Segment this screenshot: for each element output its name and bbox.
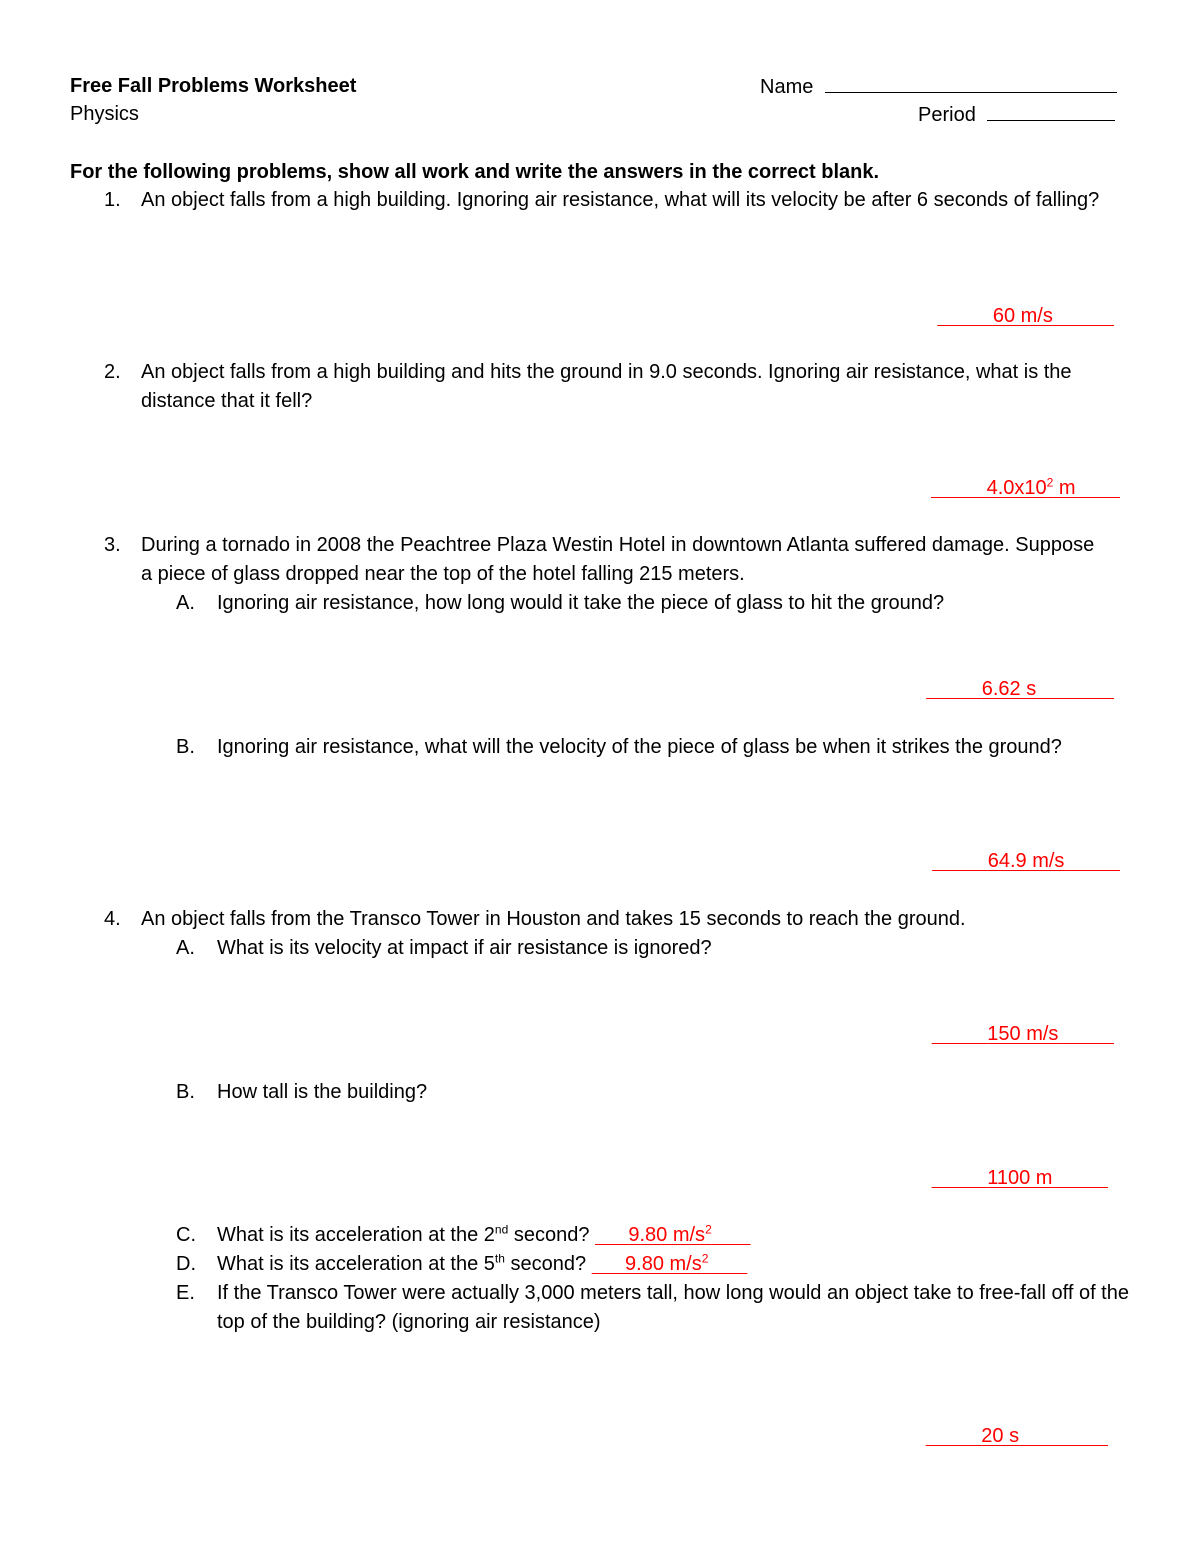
answer-blank[interactable]: 9.80 $m/s^2$ (625, 1251, 709, 1275)
period-row (918, 102, 1115, 127)
part-text: Ignoring air resistance, how long would it take the piece of glass to hit the ground? (217, 592, 945, 614)
question-text: During a tornado in 2008 the Peachtree Plaza Westin Hotel in downtown Atlanta suffered damage. Suppose a piece of glass dropped near the top of the hotel falling 215 meters. (141, 534, 1095, 585)
instructions: For the following problems, show all work and write the answers in the correct blank. (70, 161, 880, 183)
part-letter: E. (176, 1282, 195, 1304)
question-number: 4. (104, 908, 121, 930)
question-text: An object falls from the Transco Tower in Houston and takes 15 seconds to reach the ground. (141, 908, 966, 930)
question-text: An object falls from a high building and hits the ground in 9.0 seconds. Ignoring air resistance, what is the distance that it fell? (141, 361, 1072, 412)
subject-label: Physics (70, 103, 139, 125)
part-text: What is its velocity at impact if air resistance is ignored? (217, 937, 712, 959)
part-letter: A. (176, 937, 195, 959)
name-row (760, 74, 1117, 99)
answer-value: 64.9 m/s (987, 850, 1065, 872)
part-text: What is its acceleration at the 2nd second? 9.80 $m/s^2$ (217, 1223, 751, 1247)
question-number: 1. (104, 189, 121, 211)
answer-value: 6.62 s (981, 678, 1037, 700)
answer-value: 60 m/s (992, 305, 1053, 327)
part-text: If the Transco Tower were actually 3,000 meters tall, how long would an object take to free-fall off of the top of the building? (ignoring air resistance) (217, 1282, 1129, 1333)
part-text: What is its acceleration at the 5th second? 9.80 $m/s^2$ (217, 1252, 747, 1276)
part-letter: B. (176, 1081, 195, 1103)
name-label: Name (760, 76, 814, 98)
answer-value: 20 s (981, 1425, 1020, 1447)
answer-blank[interactable] (932, 1022, 1114, 1046)
answer-blank[interactable] (931, 476, 1120, 500)
answer-blank[interactable] (932, 849, 1120, 873)
question-text: An object falls from a high building. Ignoring air resistance, what will its velocity be after 6 seconds of falling? (141, 189, 1100, 211)
part-letter: D. (176, 1253, 196, 1275)
period-label: Period (918, 104, 976, 126)
answer-blank[interactable]: 9.80 $m/s^2$ (628, 1222, 712, 1246)
question-number: 3. (104, 534, 121, 556)
answer-blank[interactable] (932, 1166, 1108, 1190)
period-blank[interactable] (987, 102, 1115, 121)
part-letter: A. (176, 592, 195, 614)
answer-value: 1100 m (987, 1167, 1053, 1189)
worksheet-title: Free Fall Problems Worksheet (70, 75, 357, 97)
question-number: 2. (104, 361, 121, 383)
part-letter: C. (176, 1224, 196, 1246)
answer-blank[interactable] (926, 677, 1114, 701)
answer-value: $4.0x10^2$ m (986, 475, 1076, 499)
part-text: How tall is the building? (217, 1081, 428, 1103)
name-blank[interactable] (825, 74, 1117, 93)
answer-blank[interactable] (937, 304, 1114, 328)
part-letter: B. (176, 736, 195, 758)
answer-value: 150 m/s (987, 1023, 1059, 1045)
part-text: Ignoring air resistance, what will the velocity of the piece of glass be when it strikes the ground? (217, 736, 1062, 758)
answer-blank[interactable] (926, 1424, 1108, 1448)
